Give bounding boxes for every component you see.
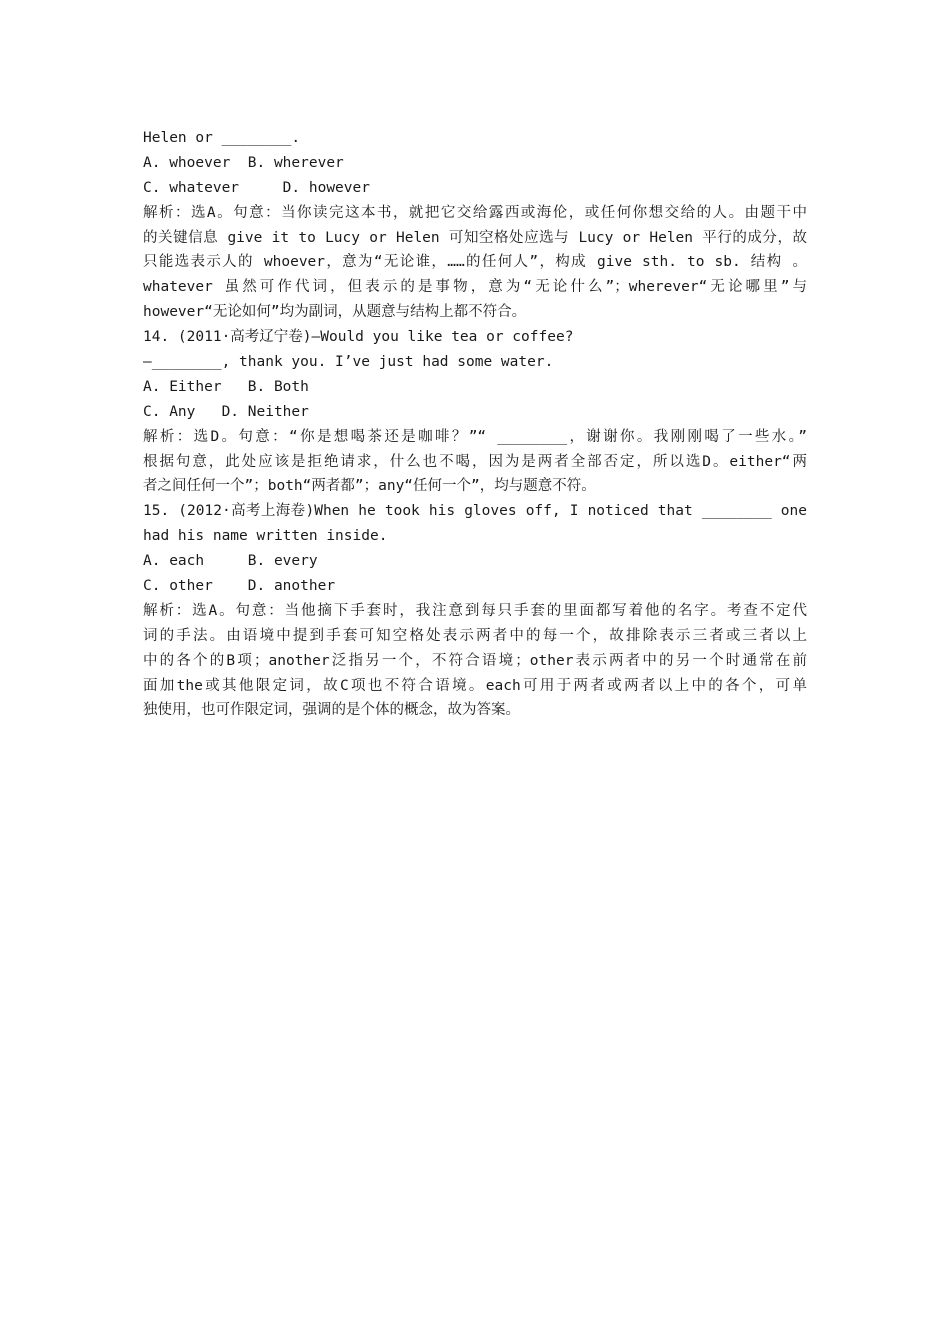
q14-options-cd: C. Any D. Neither — [143, 403, 309, 420]
q13-stem-tail: Helen or ________. — [143, 130, 301, 146]
q15-analysis-line: 独使用，也可作限定词，强调的是个体的概念，故为答案。 — [143, 702, 520, 719]
q15-stem: 15. (2012·高考上海卷)When he took his gloves off, I noticed that ________ one — [143, 503, 807, 520]
q14-analysis-line: 根据句意，此处应该是拒绝请求，什么也不喝，因为是两者全部否定，所以选D。either“两 — [143, 453, 807, 470]
q13-analysis-line: 只能选表示人的 whoever，意为“无论谁，……的任何人”，构成 give sth. to sb. 结构 。 — [143, 254, 807, 271]
q15-stem-continued: had his name written inside. — [143, 528, 388, 545]
q15-analysis-line: 中的各个的B项；another泛指另一个，不符合语境；other表示两者中的另一个时通常在前 — [143, 652, 807, 669]
q15-analysis-line: 解析：选A。句意：当他摘下手套时，我注意到每只手套的里面都写着他的名字。考查不定代 — [143, 602, 807, 619]
document-body — [143, 126, 807, 723]
q15-analysis-line: 词的手法。由语境中提到手套可知空格处表示两者中的每一个，故排除表示三者或三者以上 — [143, 627, 807, 644]
q13-analysis-line: 的关键信息 give it to Lucy or Helen 可知空格处应选与 Lucy or Helen 平行的成分，故 — [143, 229, 807, 246]
q15-analysis-line: 面加the或其他限定词，故C项也不符合语境。each可用于两者或两者以上中的各个，可单 — [143, 677, 807, 694]
q13-analysis-line: however“无论如何”均为副词，从题意与结构上都不符合。 — [143, 304, 527, 321]
q13-analysis-line: 解析：选A。句意：当你读完这本书，就把它交给露西或海伦，或任何你想交给的人。由题干中 — [143, 204, 807, 221]
q14-analysis-line: 解析：选D。句意：“你是想喝茶还是咖啡？”“ ________，谢谢你。我刚刚喝了一些水。” — [143, 428, 807, 445]
q15-options-cd: C. other D. another — [143, 578, 336, 595]
q14-options-ab: A. Either B. Both — [143, 378, 309, 395]
q14-stem-reply: —________, thank you. I’ve just had some water. — [143, 354, 554, 371]
q15-options-ab: A. each B. every — [143, 553, 318, 570]
q13-options-ab: A. whoever B. wherever — [143, 154, 344, 171]
q13-analysis-line: whatever 虽然可作代词，但表示的是事物，意为“无论什么”；wherever“无论哪里”与 — [143, 279, 807, 296]
q14-stem: 14. (2011·高考辽宁卷)—Would you like tea or coffee? — [143, 329, 574, 346]
q14-analysis-line: 者之间任何一个”；both“两者都”；any“任何一个”，均与题意不符。 — [143, 478, 596, 495]
q13-options-cd: C. whatever D. however — [143, 179, 370, 196]
